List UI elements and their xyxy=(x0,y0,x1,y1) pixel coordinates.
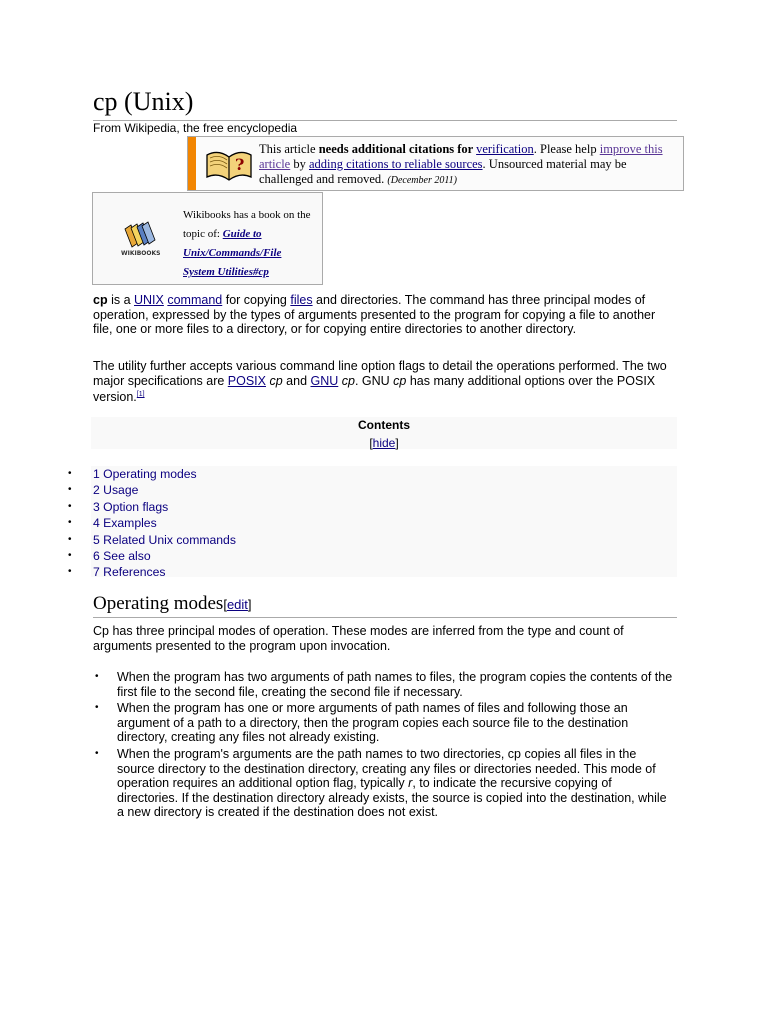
bullet: • xyxy=(68,533,72,545)
section-paragraph: Cp has three principal modes of operation. These modes are inferred from the type and count of arguments presented to the program upon invocation. xyxy=(93,624,624,653)
book-question-icon xyxy=(204,145,254,183)
files-link[interactable]: files xyxy=(290,293,313,307)
section-heading: Operating modes[edit] xyxy=(93,592,677,618)
list-item: • When the program has one or more arguments of path names of files and following those an argument of a path to a directory, then the program copies each source file to the destination directory, creating any files not already existing. xyxy=(95,701,629,745)
toc-item xyxy=(68,564,677,580)
adding-citations-link[interactable]: adding citations to reliable sources xyxy=(308,157,483,171)
wikibooks-guide-link[interactable]: Guide to Unix/Commands/File System Utilities#cp xyxy=(183,228,282,278)
improve-article-link[interactable]: improve this article xyxy=(259,142,663,171)
gnu-link[interactable]: GNU xyxy=(310,373,339,388)
bullet: • xyxy=(95,747,99,759)
reference-1-link[interactable]: [1] xyxy=(136,391,145,399)
bullet: • xyxy=(68,566,72,578)
wikibooks-box xyxy=(92,192,323,285)
bullet: • xyxy=(68,484,72,496)
toc-header xyxy=(91,417,677,449)
toc-link-operating-modes[interactable]: 1 Operating modes xyxy=(93,467,197,481)
bullet: • xyxy=(68,549,72,561)
toc-title: Contents xyxy=(358,418,410,432)
page-title: cp (Unix) xyxy=(93,86,677,121)
tagline: From Wikipedia, the free encyclopedia xyxy=(93,121,298,135)
notice-accent-bar xyxy=(188,137,196,190)
toc-link-related-commands[interactable]: 5 Related Unix commands xyxy=(93,532,236,547)
toc-list xyxy=(68,466,677,580)
toc-link-usage[interactable]: 2 Usage xyxy=(93,483,139,498)
notice-date: (December 2011) xyxy=(387,175,457,186)
section-edit-link[interactable]: edit xyxy=(226,597,248,612)
command-link[interactable]: command xyxy=(167,293,223,307)
list-item: • When the program has two arguments of path names to files, the program copies the contents of the first file to the second file, creating the second file if necessary. xyxy=(95,670,673,699)
section-edit: [edit] xyxy=(223,597,252,612)
toc-hide-link[interactable]: hide xyxy=(372,436,396,450)
svg-text:?: ? xyxy=(235,155,245,174)
bullet: • xyxy=(95,702,99,714)
modes-list xyxy=(93,670,673,822)
citation-notice-box xyxy=(187,136,684,191)
toc-item xyxy=(68,482,677,498)
toc-link-references[interactable]: 7 References xyxy=(93,565,166,580)
toc-item xyxy=(68,532,677,548)
toc-item xyxy=(68,548,677,564)
toc-link-examples[interactable]: 4 Examples xyxy=(93,516,157,531)
wikibooks-text: Wikibooks has a book on the topic of: Guide to Unix/Commands/File System Utilities#cp xyxy=(183,209,311,278)
toc-item xyxy=(68,466,677,482)
verification-link[interactable]: verification xyxy=(476,142,534,156)
toc-link-option-flags[interactable]: 3 Option flags xyxy=(93,499,169,514)
bullet: • xyxy=(68,517,72,529)
wikibooks-logo xyxy=(120,221,160,257)
wikibooks-logo-label: WIKIBOOKS xyxy=(121,250,160,257)
unix-link[interactable]: UNIX xyxy=(134,293,164,307)
bullet: • xyxy=(95,671,99,682)
intro-paragraph-2: The utility further accepts various command line option flags to detail the operations performed. The two major specifications are POSIX cp and GNU cp. GNU cp has many additional options over the POSIX version.[1] xyxy=(93,359,667,405)
toc-link-see-also[interactable]: 6 See also xyxy=(93,548,151,563)
intro-paragraph-1: cp is a UNIX command for copying files and directories. The command has three principal modes of operation, expressed by the types of arguments presented to the program for copying a file to another file, one or more files to a directory, or for copying entire directories to another directory. xyxy=(93,293,656,337)
list-item: • When the program's arguments are the path names to two directories, cp copies all files in the source directory to the destination directory, creating any files or directories needed. This mode of operation requires an additional option flag, typically r, to indicate the recursive copying of directories. If the destination directory already exists, the source is copied into the destination, while a new directory is created if the destination does not exist. xyxy=(95,746,667,820)
toc-toggle: [hide] xyxy=(369,436,399,450)
toc-item xyxy=(68,515,677,531)
posix-link[interactable]: POSIX xyxy=(227,373,266,388)
bullet: • xyxy=(68,468,72,479)
notice-text: This article needs additional citations for verification. Please help improve this article by adding citations to reliable sources. Unsourced material may be challenged and removed. (December 2011) xyxy=(259,142,663,186)
toc-item xyxy=(68,499,677,515)
bullet: • xyxy=(68,500,72,512)
